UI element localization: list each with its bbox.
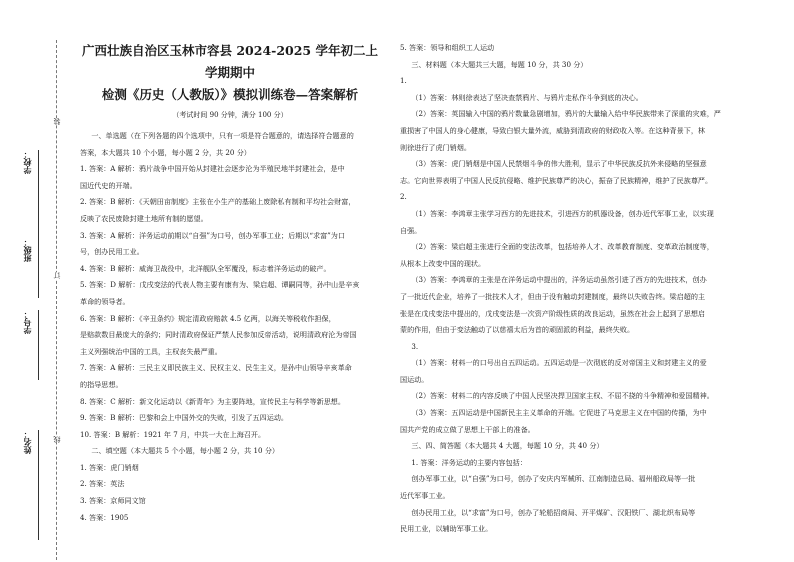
text-line: 近代军事工业。 <box>400 491 450 501</box>
answer-line: （2）答案：英国输入中国的鸦片数量急剧增加，鸦片的大量输入给中华民族带来了深重的灾难，严 <box>411 109 721 119</box>
text-line: 国近代史的开端。 <box>80 180 137 190</box>
answer-line: 2. 答案：英法 <box>80 479 125 489</box>
text-line: 反映了农民废除封建土地所有制的愿望。 <box>80 213 208 223</box>
answer-line: 5. 答案：领导和组织工人运动 <box>400 43 495 52</box>
answer-line: （3）答案：虎门销烟是中国人民禁烟斗争的伟大胜利，显示了中华民族反抗外来侵略的坚强意 <box>411 159 707 169</box>
text-line: 的指导思想。 <box>80 379 123 389</box>
text-line: 革命的领导者。 <box>80 296 130 306</box>
text-line: 是赔款数目最庞大的条约；同时清政府保证严禁人民参加反帝活动，说明清政府沦为帝国 <box>80 330 357 340</box>
text-line: 国共产党的成立做了思想上干部上的准备。 <box>400 424 535 434</box>
question-number: 2. <box>400 192 407 202</box>
text-line: 主义列强统治中国的工具，主权丧失最严重。 <box>80 346 222 356</box>
doc-title-line2: 检测《历史（人教版）》模拟训练卷—答案解析 <box>101 87 359 102</box>
class-label: 班级： <box>23 238 32 262</box>
answer-line: 4. 答案：B 解析：威海卫战役中，北洋舰队全军覆没，标志着洋务运动的破产。 <box>80 263 331 273</box>
binding-mark-ding: 订 <box>53 272 61 279</box>
answer-line: 2. 答案：B 解析：《天朝田亩制度》主张在小生产的基础上废除私有制和平均社会财富， <box>80 197 356 207</box>
answer-line: 10. 答案：B 解析：1921 年 7 月，中共一大在上海召开。 <box>80 429 266 439</box>
answer-line: 9. 答案：B 解析：巴黎和会上中国外交的失败，引发了五四运动。 <box>80 413 289 423</box>
text-line: 了一批近代企业，培养了一批技术人才，但由于没有触动封建制度，最终以失败告终。梁启超的主 <box>400 291 706 301</box>
answer-line: 6. 答案：B 解析：《辛丑条约》规定清政府赔款 4.5 亿两，以海关等税收作担保， <box>80 313 336 323</box>
section-heading: 一、单选题（在下列各题的四个选项中，只有一项是符合题意的，请选择符合题意的 <box>91 131 354 140</box>
student-no-field <box>8 310 48 380</box>
class-blank <box>38 238 39 298</box>
text-line: 蒙的作用，但由于变法触动了以慈禧太后为首的顽固派的利益，最终失败。 <box>400 325 635 335</box>
text-line: 答案，本大题共 10 个小题，每小题 2 分，共 20 分） <box>80 147 251 157</box>
answer-line: 3. 答案：京师同文馆 <box>80 496 146 506</box>
section-heading: 三、四、简答题（本大题共 4 大题，每题 10 分，共 40 分） <box>411 441 604 451</box>
binding-mark-zhuang: 装 <box>53 118 61 125</box>
section-heading: 二、填空题（本大题共 5 个小题，每小题 2 分，共 10 分） <box>91 446 280 456</box>
answer-line: （3）答案：李鸿章的主张是在洋务运动中提出的，洋务运动虽然引进了西方的先进技术，创办 <box>411 275 707 285</box>
answer-line: 3. 答案：A 解析：洋务运动前期以“自强”为口号，创办军事工业；后期以“求富”为口 <box>80 230 345 240</box>
school-label: 学校： <box>23 150 32 174</box>
answer-line: （2）答案：梁启超主张进行全面的变法改革，包括培养人才、改革教育制度、变革政治制度等， <box>411 242 714 252</box>
left-column <box>80 40 380 526</box>
answer-line: 5. 答案：D 解析：戊戌变法的代表人物主要有康有为、梁启超、谭嗣同等，孙中山是辛亥 <box>80 280 360 290</box>
answer-line: 4. 答案：1905 <box>80 512 129 522</box>
text-line: 民用工业，以辅助军事工业。 <box>400 524 493 534</box>
binding-gutter <box>0 0 72 562</box>
text-line: 国运动。 <box>400 374 429 384</box>
answer-line: （1）答案：林则徐表达了坚决查禁鸦片、与鸦片走私作斗争到底的决心。 <box>411 92 643 102</box>
answer-line: （1）答案：李鸿章主张学习西方的先进技术，引进西方的机器设备，创办近代军事工业，以实现 <box>411 208 714 218</box>
answer-line: （3）答案：五四运动是中国新民主主义革命的开端。它促进了马克思主义在中国的传播，为中 <box>411 408 707 418</box>
binding-mark-xian: 线 <box>53 436 61 443</box>
text-line: 创办军事工业，以“自强”为口号，创办了安庆内军械所、江南制造总局、福州船政局等一批 <box>411 474 696 484</box>
text-line: 重损害了中国人的身心健康，导致白银大量外流，威胁到清政府的财政收入等。在这种背景下，林 <box>400 125 706 135</box>
answer-line: 1. 答案：虎门销烟 <box>80 462 139 472</box>
name-field <box>8 430 48 540</box>
text-line: 则徐进行了虎门销烟。 <box>400 142 471 152</box>
text-line: 号，创办民用工业。 <box>80 247 144 257</box>
section-heading: 三、材料题（本大题共三大题，每题 10 分，共 30 分） <box>411 59 588 69</box>
exam-info: （考试时间 90 分钟，满分 100 分） <box>172 111 288 119</box>
doc-title-line1: 广西壮族自治区玉林市容县 2024-2025 学年初二上学期期中 <box>82 43 378 80</box>
answer-line: 1. 答案：A 解析：鸦片战争中国开始从封建社会逐步沦为半殖民地半封建社会，是中 <box>80 164 345 174</box>
class-field <box>8 238 48 298</box>
answer-line: （2）答案：材料二的内容反映了中国人民坚决捍卫国家主权、不屈不挠的斗争精神和爱国精神。 <box>411 391 714 401</box>
answer-line: 1. 答案：洋务运动的主要内容包括： <box>411 457 527 467</box>
question-number: 1. <box>400 76 407 86</box>
text-line: 张是在戊戌变法中提出的，戊戌变法是一次资产阶级性质的改良运动，虽然在社会上起到了思想启 <box>400 308 706 318</box>
answer-line: （1）答案：材料一的口号出自五四运动。五四运动是一次彻底的反对帝国主义和封建主义的爱 <box>411 358 707 368</box>
text-line: 从根本上改变中国的现状。 <box>400 258 486 268</box>
student-no-blank <box>38 310 39 380</box>
name-blank <box>38 430 39 540</box>
answer-line: 8. 答案：C 解析：新文化运动以《新青年》为主要阵地，宣传民主与科学等新思想。 <box>80 396 345 406</box>
question-number: 3. <box>411 341 419 351</box>
right-column <box>400 40 758 538</box>
student-no-label: 学号： <box>23 310 32 334</box>
answer-line: 7. 答案：A 解析：三民主义即民族主义、民权主义、民生主义，是孙中山领导辛亥革命 <box>80 363 352 373</box>
text-line: 志。它向世界表明了中国人民反抗侵略、维护民族尊严的决心，振奋了民族精神，维护了民族尊严。 <box>400 175 713 185</box>
name-label: 姓名： <box>23 430 32 454</box>
text-line: 创办民用工业，以“求富”为口号，创办了轮船招商局、开平煤矿、汉阳铁厂、湖北织布局等 <box>411 507 696 517</box>
text-line: 自强。 <box>400 225 422 235</box>
